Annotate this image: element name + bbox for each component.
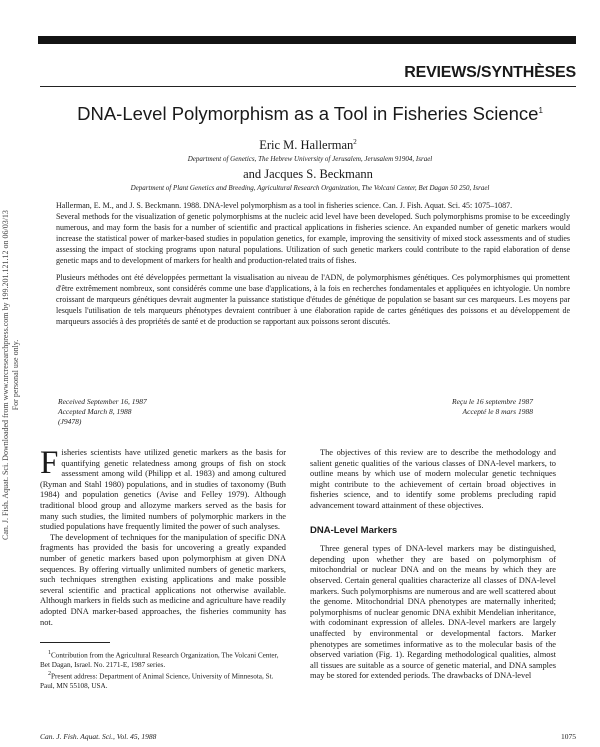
abstract — [56, 200, 570, 327]
author-secondary: and Jacques S. Beckmann — [243, 167, 373, 181]
page-number: 1075 — [561, 732, 576, 741]
section-heading: REVIEWS/SYNTHÈSES — [404, 64, 576, 81]
abstract-french: Plusieurs méthodes ont été développées permettant la visualisation au niveau de l'ADN, de polymorphismes génétiques. Ces polymorphismes qui promettent d'être extrêmement nombreux, sont considérés comme une base d'applications, à la fois en recherches fondamentales et appliquées en ichtyologie. Un nombre croissant de marqueurs génétiques devrait augmenter la puissance statistique d'études de génétique de population se basant sur ces marqueurs. Les moyens par lesquels l'utilisation de tels marqueurs phénotypes devraient contribuer à une élaboration rapide de cartes génétiques des poissons et au développement de marqueurs associés à des propriétés de santé et de production se rapportant aux poissons seront discutés. — [56, 273, 570, 326]
footnote: $^1$Contribution from the Agricultural Research Organization, The Volcani Center, Bet Dagan, Israel. No. 2171-E, 1987 series. — [40, 650, 279, 669]
journal-footer: Can. J. Fish. Aquat. Sci., Vol. 45, 1988 — [40, 732, 157, 741]
left-column: Fisheries scientists have utilized genetic markers as the basis for quantifying genetic relatedness among groups of fish on stock assessment among wild (Philipp et al. 1983) and among cultured (Ryman and Stahl 1980) populations, and in studies of taxonomy (Buth 1984) and population genetics (Avise and Felley 1979). Although traditional blood group and allozyme markers served as the basis for many such studies, the limited numbers of polymorphic markers in the studied populations have frequently limited the power of such analyses. The development of techniques for the manipulation of specific DNA fragments has provided the basis for uncovering a greatly expanded number of genetic markers based upon polymorphism at given DNA sequences. By offering virtually unlimited numbers of genetic markers, such techniques strengthen existing applications and make possible several scientific and practical applications not otherwise available. Although markers in fields such as medicine and agriculture have readily adopted DNA marker-based approaches, the fisheries community has not. $^1$Contribution from the Agricultural Research Organization, The Volcani Center, Bet Dagan, Israel. No. 2171-E, 1987 series. $^2$Present address: Department of Animal Science, University of Minnesota, St. Paul, MN 55108, USA. — [40, 445, 286, 691]
author-primary: Eric M. Hallerman$^2$ — [259, 138, 357, 153]
received-dates: Received September 16, 1987 Accepted March 8, 1988 (J9478) — [58, 397, 147, 426]
right-column: The objectives of this review are to describe the methodology and salient genetic qualities of the various classes of DNA-level markers, to outline means by which use of modern molecular genetic techniques might contribute to the achievement of certain broad objectives in fisheries science, and to identify some problems precluding rapid advancement toward attainment of these objectives. DNA-Level Markers Three general types of DNA-level markers may be distinguished, depending upon whether they are based on polymorphism of mitochondrial or nuclear DNA and on the means by which they are observed. Certain general qualities characterize all classes of DNA-level markers. Such polymorphisms are numerous and are well scattered about the genome. Mitochondrial DNA phenotypes are maternally inherited; polymorphisms of nuclear genomic DNA exhibit Mendelian inheritance, with codominant expression of alleles. DNA-level markers are largely unaffected by environmental or developmental factors. Marker phenotypes are sometimes informative as to the molecular basis of the observed variation (Fig. 1). Regarding methodological qualities, almost all tissues are suitable as a source of genetic material, and DNA samples may be stored for extended periods. The drawbacks of DNA-level — [310, 448, 556, 681]
footnote: $^2$Present address: Department of Animal Science, University of Minnesota, St. Paul, MN 55108, USA. — [40, 671, 274, 691]
affiliation-secondary: Department of Plant Genetics and Breeding, Agricultural Research Organization, The Volcani Center, Bet Dagan 50 250, Israel — [130, 184, 490, 192]
affiliation-primary: Department of Genetics, The Hebrew University of Jerusalem, Jerusalem 91904, Israel — [187, 155, 433, 163]
footnote-rule — [40, 642, 110, 643]
section-heading-dna-markers: DNA-Level Markers — [310, 524, 398, 536]
article-title: DNA-Level Polymorphism as a Tool in Fisheries Science$^1$ — [77, 103, 543, 124]
download-notice: Can. J. Fish. Aquat. Sci. Downloaded from www.nrcresearchpress.com by 199.201.121.12 on 06/03/13 For personal use only. — [1, 210, 20, 540]
recu-dates: Reçu le 16 septembre 1987 Accepté le 8 mars 1988 — [452, 397, 533, 416]
header-rule — [38, 36, 576, 44]
drop-cap: F — [40, 445, 59, 481]
section-rule — [40, 86, 576, 87]
abstract-english: Several methods for the visualization of genetic polymorphisms at the nucleic acid level have been developed. Such polymorphisms promise to be exceedingly numerous, and may form the basis for a number of scientific and practical applications in fisheries science. An expanded number of genetic markers would increase the statistical power of marker-based studies in population genetics, for example, improving the sensitivity of mixed stock assessments and of studies assessing the impact of stocking programs upon natural populations. Utilization of such genetic markers could contribute to the rapid elaboration of dense genetic maps and to development of markers for health and production-related traits of fishes. — [56, 212, 570, 265]
citation: Hallerman, E. M., and J. S. Beckmann. 1988. DNA-level polymorphism as a tool in fisheries science. Can. J. Fish. Aquat. Sci. 45: 1075–1087. — [56, 201, 513, 210]
